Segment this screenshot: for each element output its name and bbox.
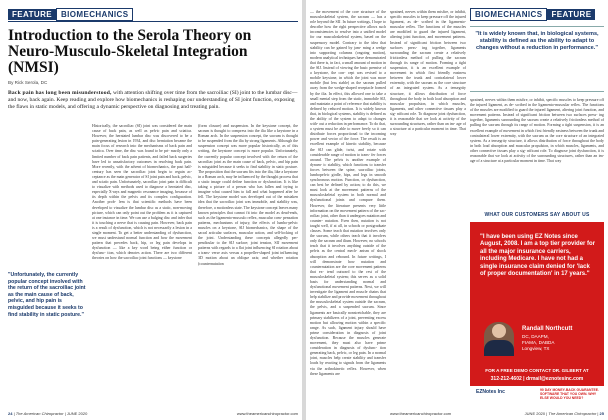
ad-credentials-line-2: FIAMA, DABDA <box>522 339 555 345</box>
article-title: Introduction to the Serola Theory on Neuro-Musculo-Skeletal Integration (NMSI) <box>8 27 252 76</box>
section-sublabel: BIOMECHANICS <box>56 8 133 21</box>
ad-brand: EZNotes Inc <box>476 389 505 395</box>
section-header <box>8 8 133 21</box>
footer-page-number: 24 <box>8 410 13 416</box>
body-column-5: sprained, nerves within them misfire, or inhibit, specific muscles to keep pressure off the injured ligament, as de- scribed in the ligamento-muscular reflex. The functions of the muscles are modified to guard the injured ligament, altering joint function, and movement patterns. Instead of significant friction between two surfaces press- ing together, ligaments surrounding the sacrum create a relatively frictionless method of pulling the sacrum through its range of motion. Forming a tight suspension, it is an excellent example of movement in which first friendly easiness between the trunk and contralateral lower extremity, with the sacrum as the core structure of an integrated system. As a tensegrity structure, it allows distribution of force throughout the body in both load absorption and muscular propulsion, in which muscles, ligaments, and other connective tissues play a sig- nificant role. To diagnose joint dysfunction, it is reasonable that we look at activity of the surrounding structures, rather than an im- age of a structure at a particular moment in time. That way <box>470 98 604 164</box>
ad-credentials-line-3: Longview, TX <box>522 345 550 351</box>
right-footer-url[interactable]: www.theamericanchiropractor.com <box>390 410 452 416</box>
right-section-sublabel: FEATURE <box>547 9 595 20</box>
right-footer <box>390 408 604 418</box>
ad-name: Randall Northcutt <box>522 326 573 332</box>
lede-paragraph <box>8 90 298 111</box>
ad-testimonial: "I have been using EZ Notes since August, 2008. I am a top tier provider for all the major insurance carriers, including Medicare. I have not had a single insurance claim denied for 'lack of proper documentation' in 17 years." <box>480 234 596 278</box>
lede-rest: with attention shifting over time from the sacroiliac (SI) joint to the lumbar disc—and now, back again. Keep reading and explore how biomechanics is reshaping our understanding of SI joint function, exposing the flaws in static models, and offering a dynamic perspective on diagnosing and treating pain. <box>8 90 298 110</box>
body-column-4: sprained, nerves within them misfire, or inhibit, specific muscles to keep pressure off the injured ligament, as de- scribed in the ligamento-muscular reflex. The functions of the muscles are modified to guard the injured ligament, altering joint function, and movement patterns. Instead of significant friction between two surfaces press- ing together, ligaments surrounding the sacrum create a relatively frictionless method of pulling the sacrum through its range of motion. Forming a tight suspension, it is an excellent example of movement in which first friendly easiness between the trunk and contralateral lower extremity, with the sacrum as the core structure of an integrated system. As a tensegrity structure, it allows distribution of force throughout the body in both load absorption and muscular propulsion, in which muscles, ligaments, and other connective tissues play a sig- nificant role. To diagnose joint dysfunction, it is reasonable that we look at activity of the surrounding structures, rather than an im- age of a structure at a particular moment in time. That way <box>390 10 466 137</box>
body-column-3: — the movement of the core structure of the musculoskeletal system, the sacrum — has a role beyond the SIJ. In future writings, I hope to describe how the right perspective allows such inconsistencies to resolve into a unified model for our musculoskeletal system, based on the suspensory model. Contrary to the idea that stability can be gained by jam- ming a wedge into supporting columns (ongoing motion), modern analytical techniques have demonstrated that there is, in fact, a small amount of motion in the SIJ. Instead of viewing the basic premise of a keystone, the con- cept was revised to a mobile keystone, in which the joint was more mobile (but less stable) as the sacrum pulled away from the wedge-shaped receptacle formed by the ilia. In effect, this allowed one to take a small mental step from the static, immobile SIJ, and maintain a point of reference that stability is defined by reduced motion. It is widely known that, in biological systems, stability is defined as the ability of the system to adapt to changes with- out a reduction in performance. To do that, a system must be able to move freely so it can distribute forces proportional to the incoming power and vector of the force. The result is an excellent example of kinetic stability, because the SIJ can glide, twist, and rotate with considerable range of motion to trans- fer forces around. The pelvis is another example of dynam- ic stability, which functions to transfer forces between the spine, sacroiliac joints, lumbopelvic girdle, hips, and legs in smooth synchronous motion. Function, or dysfunction, can best be defined by action; to do this, we must look at the movement patterns of the musculoskeletal system in both normal and dysfunctional joints and compare them. However, the literature presents very little information on the movement pattern of the sac- roiliac joint, other than it undergoes nutation and counter- nutation. Even then, nutation is not taught well, if at all, in schools or postgraduate classes. Some teach that nutation involves only the sacrum, while others teach that it involves only the sacrum and ilium. However, no schools teach that it involves anything outside of the pelvis as the central mech- anism of shock absorption and rebound. In future writings, I will demonstrate how nutation and counternutation are the core movement patterns that ex- tend outward to the rest of the musculoskeletal system; this serves as a solid basis for understanding normal and dysfunctional movement patterns. Next, we will investigate the ligament and muscle chains that help stabilize and provide movement throughout the musculoskeletal system outside the sacrum, the pelvis, and a suspended sacrum. Since ligaments are basically nonstretchable, they are primary stabilizers of a joint, preventing excess motion but allowing motion within a specific range. As such, ligament injury should have prime consideration in diagnosis of joint dysfunction. Because the muscles generate movement, they must also have prime consideration in diagnosis of dysfunc- tion generating back, pelvic, or leg pain. In a normal joint, muscles help create stability and transfer loads by reacting to signals from the ligaments via the arthrokinetic reflex. However, when these ligaments are <box>310 10 386 376</box>
ad-credentials-line-1: DC, DAAPM, <box>522 334 549 339</box>
ad-contact[interactable]: 312-212-4602 | drmail@eznotesinc.com <box>490 376 584 382</box>
ad-cta: FOR A FREE DEMO CONTACT DR. GILBERT AT <box>485 368 589 373</box>
body-column-2: (form closure) and suspension. In the keystone concept, the sacrum is thought to compress into the ilia like a keystone in a Roman arch. In the suspension concept, the sacrum is thought to be suspended from the ilia by strong ligaments. Although the suspension concept was more popular historically, as of this writing, the keystone concept is more popular. Unfortunately, the currently popular concept involved with the return of the sacroiliac joint as the main cause of back, pelvic, and hip pain is misguided because it seeks to find stability in static posture. The proposition that the sacrum fits into the ilia, like a keystone in a Roman arch, may be influenced by the thought process that a static image could define function or dysfunction. It is like taking a picture of a person who has fallen and trying to imagine what caused him to fall and what happened after he fell. The keystone model was developed out of the mistaken idea that the sacroiliac joint was immobile, and stability was, therefore, a motionless state. The keystone concept leaves many known principles that cannot fit into the model as dead-ends, such as the ligamento-musculo reflex, muscular com- pensation patterns, mechanisms of injury, the effects of lumbo-pelvic muscles on a keystone, SIJ biomechanics, the shape of the sacral articular surfaces, muscular action, and self-locking of the joint. Understanding these concepts allegedly per- pendicular to the SIJ surface; joint tension, SIJ movement patterns with regards to a flat joint influencing SI rotation about a trans- verse axis versus a propeller-shaped joint influencing 3D motion about an oblique axis; and whether rotation (counternutation <box>198 124 298 266</box>
right-footer-page-number: 25 <box>599 410 604 416</box>
right-pull-quote: "It is widely known that, in biological systems, stability is defined as the ability to adapt to changes without a reduction in performance." <box>470 26 604 92</box>
section-label: FEATURE <box>8 9 56 20</box>
footer-folio: 24 | The American Chiropractor | JUNE 2020 <box>8 410 88 416</box>
body-column-1: Historically, the sacroiliac (SI) joint was considered the main cause of back pain, as well as pelvic pain and sciatica. However, the herniated lumbar disc was discovered to be a pain-generating lesion in 1934, and disc herniation became the main focus of research into the mechanisms of back pain and sciatica. Over time, the disc was found to be pri- marily only a limited number of back pain patients, and failed back surgeries have led to unsatisfactory outcomes in resolving back pain. More recently, with the advent of biomechanics, the past half-century has seen the sacroiliac joint begin to regain ac- ceptance as the main generator of SI joint pain and back, pelvic, and sciatic pain. Unfortunately, sacroiliac joint pain is difficult to visualize with methods used to diagnose a herniated disc, especially X-rays and magnetic resonance imaging, because of its depth within the pelvis and its complex configuration. Another prob- lem is that scientific methods have been developed to visualize the lumbar disc as a static, non-moving picture, which can only point out the problem as it is captured at one instance in time. We can use a bulging disc and infer that it is touching a nerve that is causing pain. However, back pain is a result of dysfunction, which is not necessarily a lesion in a single moment. To get a better understanding of dysfunction, we must understand normal function and how the movement pattern that precedes back, hip, or leg pain develops in dysfunction — like a key word being either function or dysfunc- tion, which denotes action. There are two different theories on how the sacroiliac joint functions — keystone <box>92 124 192 261</box>
ad-header: WHAT OUR CUSTOMERS SAY ABOUT US <box>484 212 590 218</box>
left-page <box>0 0 302 420</box>
ad-brand-strip <box>470 386 604 406</box>
pull-quote: "Unfortunately, the currently popular concept involved with the return of the sacroiliac joint as the main cause of back, pelvic, and hip pain is misguided because it seeks to find stability in static posture." <box>8 272 86 318</box>
ad-credentials <box>522 334 554 351</box>
top-rule <box>8 21 298 22</box>
right-footer-date: JUNE 2020 <box>524 410 546 416</box>
lede-lead: Back pain has long been misunderstood, <box>8 90 112 96</box>
footer-url[interactable]: www.theamericanchiropractor.com <box>236 410 298 416</box>
footer <box>8 408 298 418</box>
right-footer-folio: JUNE 2020 | The American Chiropractor | 25 <box>524 410 604 416</box>
right-section-header <box>470 8 595 21</box>
right-section-label: BIOMECHANICS <box>470 8 547 21</box>
ad-photo-suit <box>484 340 514 356</box>
advertisement[interactable] <box>470 222 604 406</box>
footer-date: JUNE 2020 <box>66 410 88 416</box>
byline: By Rick Serola, DC <box>8 80 48 85</box>
footer-magazine: The American Chiropractor <box>15 410 64 416</box>
ad-photo-face <box>492 324 506 338</box>
right-footer-magazine: The American Chiropractor <box>548 410 597 416</box>
ad-guarantee: 90 DAY MONEY-BACK GUARANTEE. SOFTWARE THAT YOU OWN. WHY ELSE WOULD YOU NEED? <box>540 388 599 401</box>
